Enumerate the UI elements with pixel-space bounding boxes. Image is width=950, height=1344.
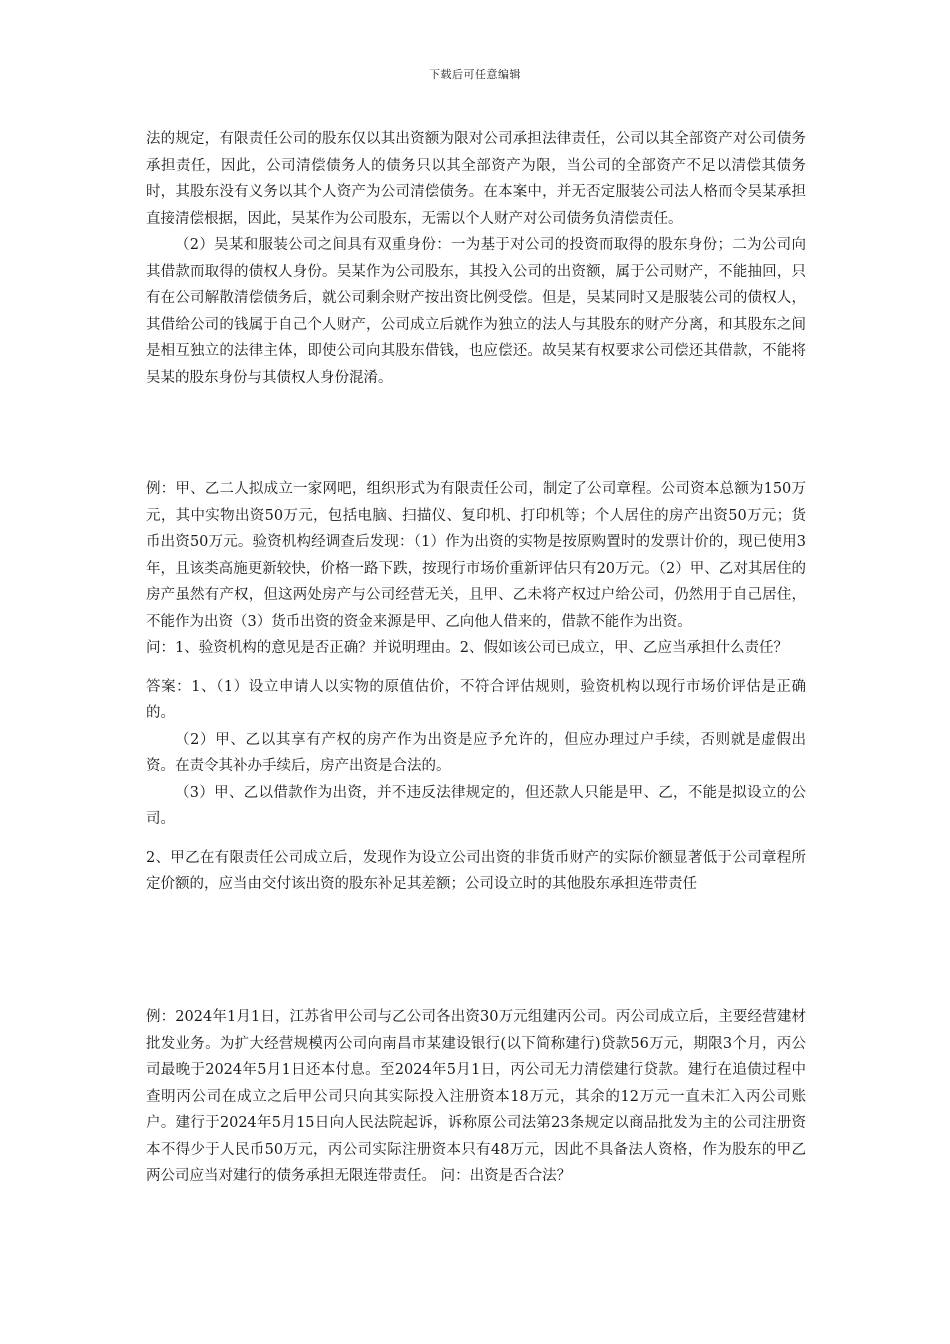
example-paragraph: 例：2024年1月1日，江苏省甲公司与乙公司各出资30万元组建丙公司。丙公司成立后，主要经营建材批发业务。为扩大经营规模丙公司向南昌市某建设银行(以下简称建行)贷款56万元，期限3个月，丙公司最晚于2024年5月1日还本付息。至2024年5月1日，丙公司无力清偿建行贷款。建行在追债过程中查明丙公司在成立之后甲公司只向其实际投入注册资本18万元，其余的12万元一直未汇入丙公司账户。建行于2024年5月15日向人民法院起诉，诉称原公司法第23条规定以商品批发为主的公司注册资本不得少于人民币50万元，丙公司实际注册资本只有48万元，因此不具备法人资格，作为股东的甲乙两公司应当对建行的债务承担无限连带责任。 问：出资是否合法？	[146, 1009, 806, 1184]
section-internet-cafe-example	[146, 476, 806, 898]
paragraph: （2）吴某和服装公司之间具有双重身份：一为基于对公司的投资而取得的股东身份；二为公司向其借款而取得的债权人身份。吴某作为公司股东，其投入公司的出资额，属于公司财产，不能抽回，只有在公司解散清偿债务后，就公司剩余财产按出资比例受偿。但是，吴某同时又是服装公司的债权人，其借给公司的钱属于自己个人财产，公司成立后就作为独立的法人与其股东的财产分离，和其股东之间是相互独立的法律主体，即使公司向其股东借钱，也应偿还。故吴某有权要求公司偿还其借款，不能将吴某的股东身份与其债权人身份混淆。	[146, 237, 806, 386]
section-shareholder-liability	[146, 126, 806, 391]
page-header: 下载后可任意编辑	[429, 68, 521, 81]
section-company-capital-example	[146, 1004, 806, 1190]
example-paragraph: 例：甲、乙二人拟成立一家网吧，组织形式为有限责任公司，制定了公司章程。公司资本总额为150万元，其中实物出资50万元，包括电脑、扫描仪、复印机、打印机等；个人居住的房产出资50万元；货币出资50万元。验资机构经调查后发现：（1）作为出资的实物是按原购置时的发票计价的，现已使用3年，且该类高施更新较快，价格一路下跌，按现行市场价重新评估只有20万元。（2）甲、乙对其居住的房产虽然有产权，但这两处房产与公司经营无关，且甲、乙未将产权过户给公司，仍然用于自己居住，不能作为出资（3）货币出资的资金来源是甲、乙向他人借来的，借款不能作为出资。	[146, 481, 806, 630]
answer-paragraph: 答案：1、（1）设立申请人以实物的原值估价，不符合评估规则，验资机构以现行市场价评估是正确的。	[146, 678, 806, 721]
paragraph: 法的规定，有限责任公司的股东仅以其出资额为限对公司承担法律责任，公司以其全部资产对公司债务承担责任，因此，公司清偿债务人的债务只以其全部资产为限，当公司的全部资产不足以清偿其债务时，其股东没有义务以其个人资产为公司清偿债务。在本案中，并无否定服装公司法人格而令吴某承担直接清偿根据，因此，吴某作为公司股东，无需以个人财产对公司债务负清偿责任。	[146, 131, 806, 227]
spacer	[146, 662, 806, 674]
answer-paragraph: （3）甲、乙以借款作为出资，并不违反法律规定的，但还款人只能是甲、乙，不能是拟设立的公司。	[146, 784, 806, 827]
question-paragraph: 问：1、验资机构的意见是否正确？并说明理由。2、假如该公司已成立，甲、乙应当承担什么责任？	[146, 640, 788, 656]
answer-paragraph: （2）甲、乙以其享有产权的房产作为出资是应予允许的，但应办理过户手续，否则就是虚假出资。在责令其补办手续后，房产出资是合法的。	[146, 731, 806, 774]
spacer	[146, 833, 806, 845]
answer-paragraph: 2、甲乙在有限责任公司成立后，发现作为设立公司出资的非货币财产的实际价额显著低于公司章程所定价额的，应当由交付该出资的股东补足其差额；公司设立时的其他股东承担连带责任	[146, 849, 806, 892]
